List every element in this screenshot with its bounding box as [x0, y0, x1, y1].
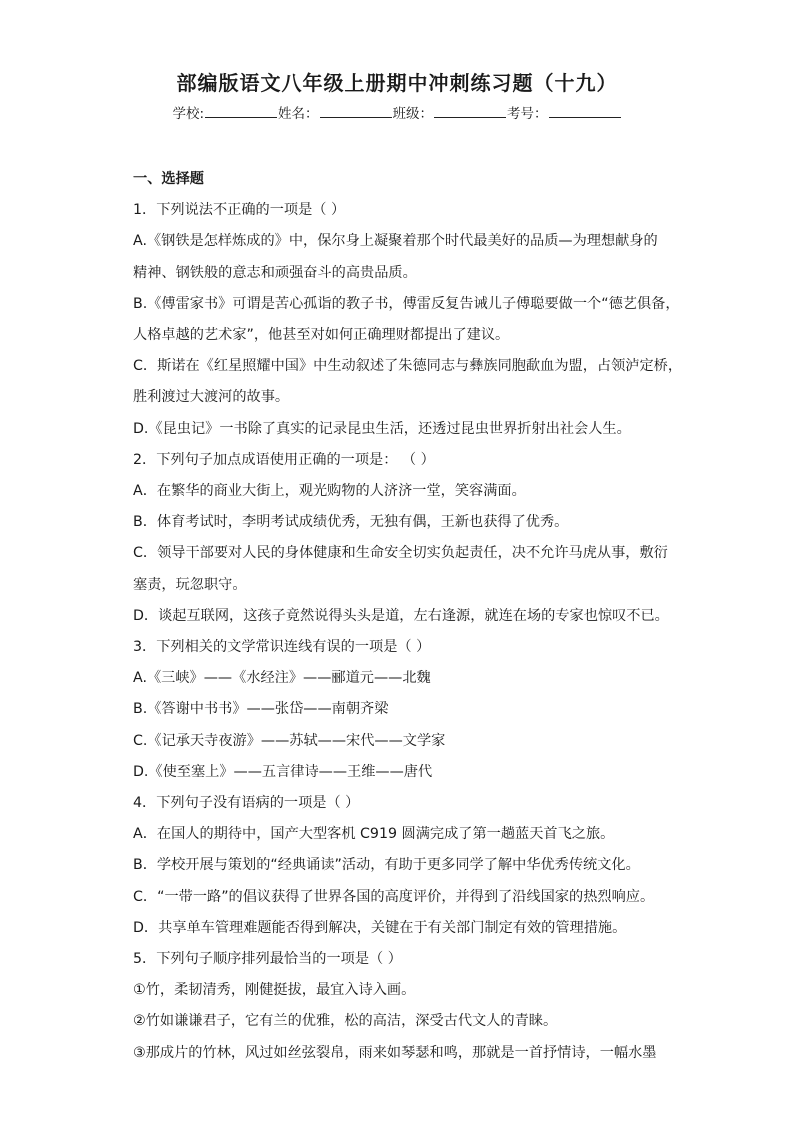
question-line: B.《傅雷家书》可谓是苦心孤诣的教子书，傅雷反复告诫儿子傅聪要做一个“德艺俱备， — [133, 295, 680, 312]
question-line: A.《三峡》——《水经注》——郦道元——北魏 — [133, 670, 431, 687]
school-label: 学校: — [172, 106, 205, 122]
question-body — [133, 164, 683, 1069]
question-line: D.《昆虫记》一书除了真实的记录昆虫生活，还透过昆虫世界折射出社会人生。 — [133, 420, 631, 437]
question-line: A．在国人的期待中，国产大型客机 C919 圆满完成了第一趟蓝天首飞之旅。 — [133, 826, 615, 843]
question-line: ②竹如谦谦君子，它有兰的优雅，松的高洁，深受古代文人的青睐。 — [133, 1013, 558, 1030]
question-line: 人格卓越的艺术家”，他甚至对如何正确理财都提出了建议。 — [133, 327, 510, 344]
question-line: 3．下列相关的文学常识连线有误的一项是（ ） — [133, 639, 431, 656]
question-line: 5．下列句子顺序排列最恰当的一项是（ ） — [133, 951, 402, 968]
question-lines — [133, 195, 683, 1069]
question-line: A.《钢铁是怎样炼成的》中，保尔身上凝聚着那个时代最美好的品质—为理想献身的 — [133, 233, 658, 250]
page-title: 部编版语文八年级上册期中冲刺练习题（十九） — [176, 71, 618, 95]
question-line: 2．下列句子加点成语使用正确的一项是： （ ） — [133, 451, 435, 468]
question-line: 塞责，玩忽职守。 — [133, 576, 247, 593]
question-line: C．领导干部要对人民的身体健康和生命安全切实负起责任，决不允许马虎从事，敷衍 — [133, 545, 668, 562]
school-blank[interactable] — [205, 103, 277, 118]
question-line: 精神、钢铁般的意志和顽强奋斗的高贵品质。 — [133, 264, 417, 281]
student-info-row — [0, 102, 794, 122]
name-label: 姓名： — [278, 106, 319, 122]
question-line: D．谈起互联网，这孩子竟然说得头头是道，左右逢源，就连在场的专家也惊叹不已。 — [133, 607, 669, 624]
question-line: D.《使至塞上》——五言律诗——王维——唐代 — [133, 763, 433, 780]
question-line: A．在繁华的商业大街上，观光购物的人济济一堂，笑容满面。 — [133, 483, 526, 500]
question-line: B．学校开展与策划的“经典诵读”活动，有助于更多同学了解中华优秀传统文化。 — [133, 857, 640, 874]
question-line: C．斯诺在《红星照耀中国》中生动叙述了朱德同志与彝族同胞歃血为盟，占领泸定桥， — [133, 358, 683, 375]
exam-no-label: 考号： — [507, 106, 548, 122]
class-label: 班级： — [392, 106, 434, 122]
question-line: C．“一带一路”的倡议获得了世界各国的高度评价，并得到了沿线国家的热烈响应。 — [133, 888, 655, 905]
section-heading: 一、选择题 — [133, 171, 204, 187]
question-line: D．共享单车管理难题能否得到解决，关键在于有关部门制定有效的管理措施。 — [133, 919, 627, 936]
question-line: 胜利渡过大渡河的故事。 — [133, 389, 290, 406]
question-line: ③那成片的竹林，风过如丝弦裂帛，雨来如琴瑟和鸣，那就是一首抒情诗，一幅水墨 — [133, 1044, 657, 1061]
question-line: B.《答谢中书书》——张岱——南朝齐梁 — [133, 701, 389, 718]
question-line: ①竹，柔韧清秀，刚健挺拔，最宜入诗入画。 — [133, 982, 416, 999]
question-line: 4．下列句子没有语病的一项是（ ） — [133, 795, 360, 812]
exam-no-blank[interactable] — [549, 103, 621, 118]
class-blank[interactable] — [434, 103, 506, 118]
name-blank[interactable] — [320, 103, 392, 118]
question-line: C.《记承天寺夜游》——苏轼——宋代——文学家 — [133, 732, 446, 749]
question-line: B．体育考试时，李明考试成绩优秀，无独有偶，王新也获得了优秀。 — [133, 514, 569, 531]
question-line: 1．下列说法不正确的一项是（ ） — [133, 202, 346, 219]
